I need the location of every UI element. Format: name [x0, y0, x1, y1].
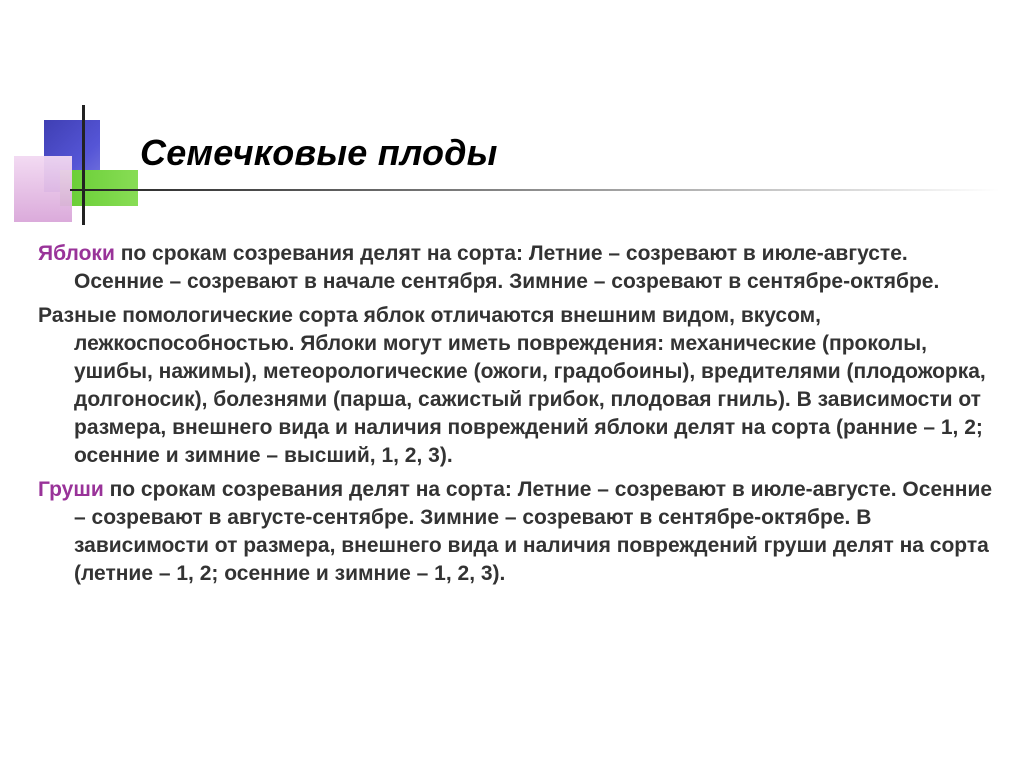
paragraph-text: Разные помологические сорта яблок отличаются внешним видом, вкусом, лежкоспособностью. Яблоки могут иметь повреждения: механические (проколы, ушибы, нажимы), метеорологические (ожоги, градобоины), вредителями (плодожорка, долгоносик), болезнями (парша, сажистый грибок, плодовая гниль). В зависимости от размера, внешнего вида и наличия повреждений яблоки делят на сорта (ранние – 1, 2; осенние и зимние – высший, 1, 2, 3).: [38, 304, 986, 467]
highlight-pears: Груши: [38, 478, 104, 501]
decor-pink-square: [14, 156, 72, 222]
paragraph-apple-varieties: [38, 302, 998, 470]
slide-body: [38, 240, 998, 594]
slide-title: Семечковые плоды: [140, 132, 498, 173]
paragraph-text: по срокам созревания делят на сорта: Летние – созревают в июле-августе. Осенние – созревают в августе-сентябре. Зимние – созревают в сентябре-октябре. В зависимости от размера, внешнего вида и наличия повреждений груши делят на сорта (летние – 1, 2; осенние и зимние – 1, 2, 3).: [74, 478, 993, 585]
paragraph-text: по срокам созревания делят на сорта: Летние – созревают в июле-августе. Осенние – созревают в начале сентября. Зимние – созревают в сентябре-октябре.: [74, 242, 940, 293]
decor-vertical-line: [82, 105, 85, 225]
highlight-apples: Яблоки: [38, 242, 115, 265]
title-underline: [70, 189, 1000, 191]
paragraph-pears-ripening: [38, 476, 998, 588]
paragraph-apples-ripening: [38, 240, 998, 296]
